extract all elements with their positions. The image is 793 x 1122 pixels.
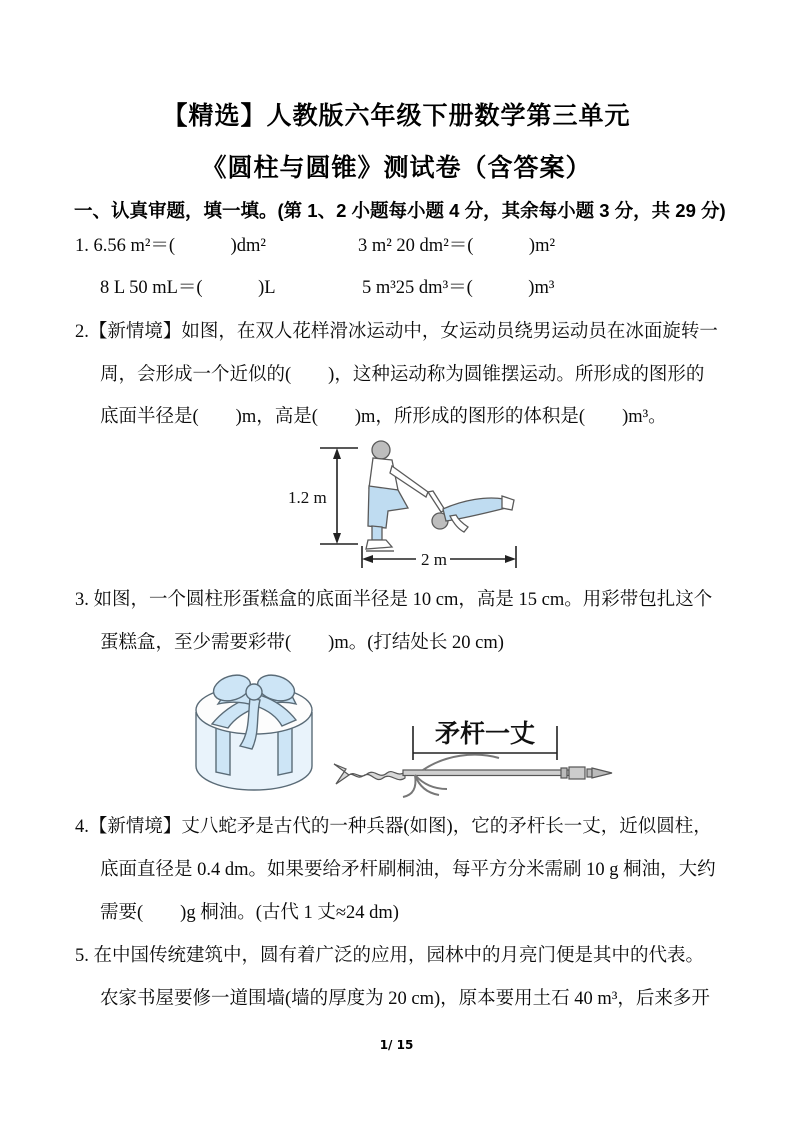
page-number: 1/ 15 xyxy=(379,1038,414,1052)
paper-title-line1: 【精选】人教版六年级下册数学第三单元 xyxy=(162,102,631,130)
q4-line1: 4.【新情境】丈八蛇矛是古代的一种兵器(如图)，它的矛杆长一丈，近似圆柱， xyxy=(75,817,712,837)
spear-figure xyxy=(333,698,615,804)
spear-body xyxy=(334,755,612,797)
q1-line1-right: 3 m² 20 dm²＝( )m² xyxy=(358,236,556,256)
woman-skater xyxy=(428,491,514,532)
man-skater xyxy=(366,441,428,551)
q5-line2: 农家书屋要修一道围墙(墙的厚度为 20 cm)，原本要用土石 40 m³，后来多开 xyxy=(100,989,710,1009)
skating-figure xyxy=(288,428,528,573)
q1-line1-left: 1. 6.56 m²＝( )dm² xyxy=(75,236,266,256)
q2-line1: 2.【新情境】如图，在双人花样滑冰运动中，女运动员绕男运动员在冰面旋转一 xyxy=(75,322,718,342)
q1-line2-right: 5 m³25 dm³＝( )m³ xyxy=(362,278,555,298)
q4-line2: 底面直径是 0.4 dm。如果要给矛杆刷桐油，每平方分米需刷 10 g 桐油，大约 xyxy=(100,860,716,880)
section1-heading: 一、认真审题，填一填。(第 1、2 小题每小题 4 分，其余每小题 3 分，共 29 分) xyxy=(74,200,726,221)
cake-box-figure xyxy=(178,662,330,804)
spear-length-label: 矛杆一丈 xyxy=(434,721,536,748)
q2-line3: 底面半径是( )m，高是( )m，所形成的图形的体积是( )m³。 xyxy=(100,407,667,427)
paper-title-line2: 《圆柱与圆锥》测试卷（含答案） xyxy=(201,154,592,182)
q2-line2: 周，会形成一个近似的( )，这种运动称为圆锥摆运动。所形成的图形的 xyxy=(100,365,705,385)
q3-line2: 蛋糕盒，至少需要彩带( )m。(打结处长 20 cm) xyxy=(100,633,504,653)
q5-line1: 5. 在中国传统建筑中，圆有着广泛的应用，园林中的月亮门便是其中的代表。 xyxy=(75,946,705,966)
skate-width-label: 2 m xyxy=(421,550,447,569)
skate-height-label: 1.2 m xyxy=(288,488,327,507)
q1-line2-left: 8 L 50 mL＝( )L xyxy=(100,278,276,298)
q4-line3: 需要( )g 桐油。(古代 1 丈≈24 dm) xyxy=(100,903,399,923)
q3-line1: 3. 如图，一个圆柱形蛋糕盒的底面半径是 10 cm，高是 15 cm。用彩带包扎这个 xyxy=(75,590,713,610)
